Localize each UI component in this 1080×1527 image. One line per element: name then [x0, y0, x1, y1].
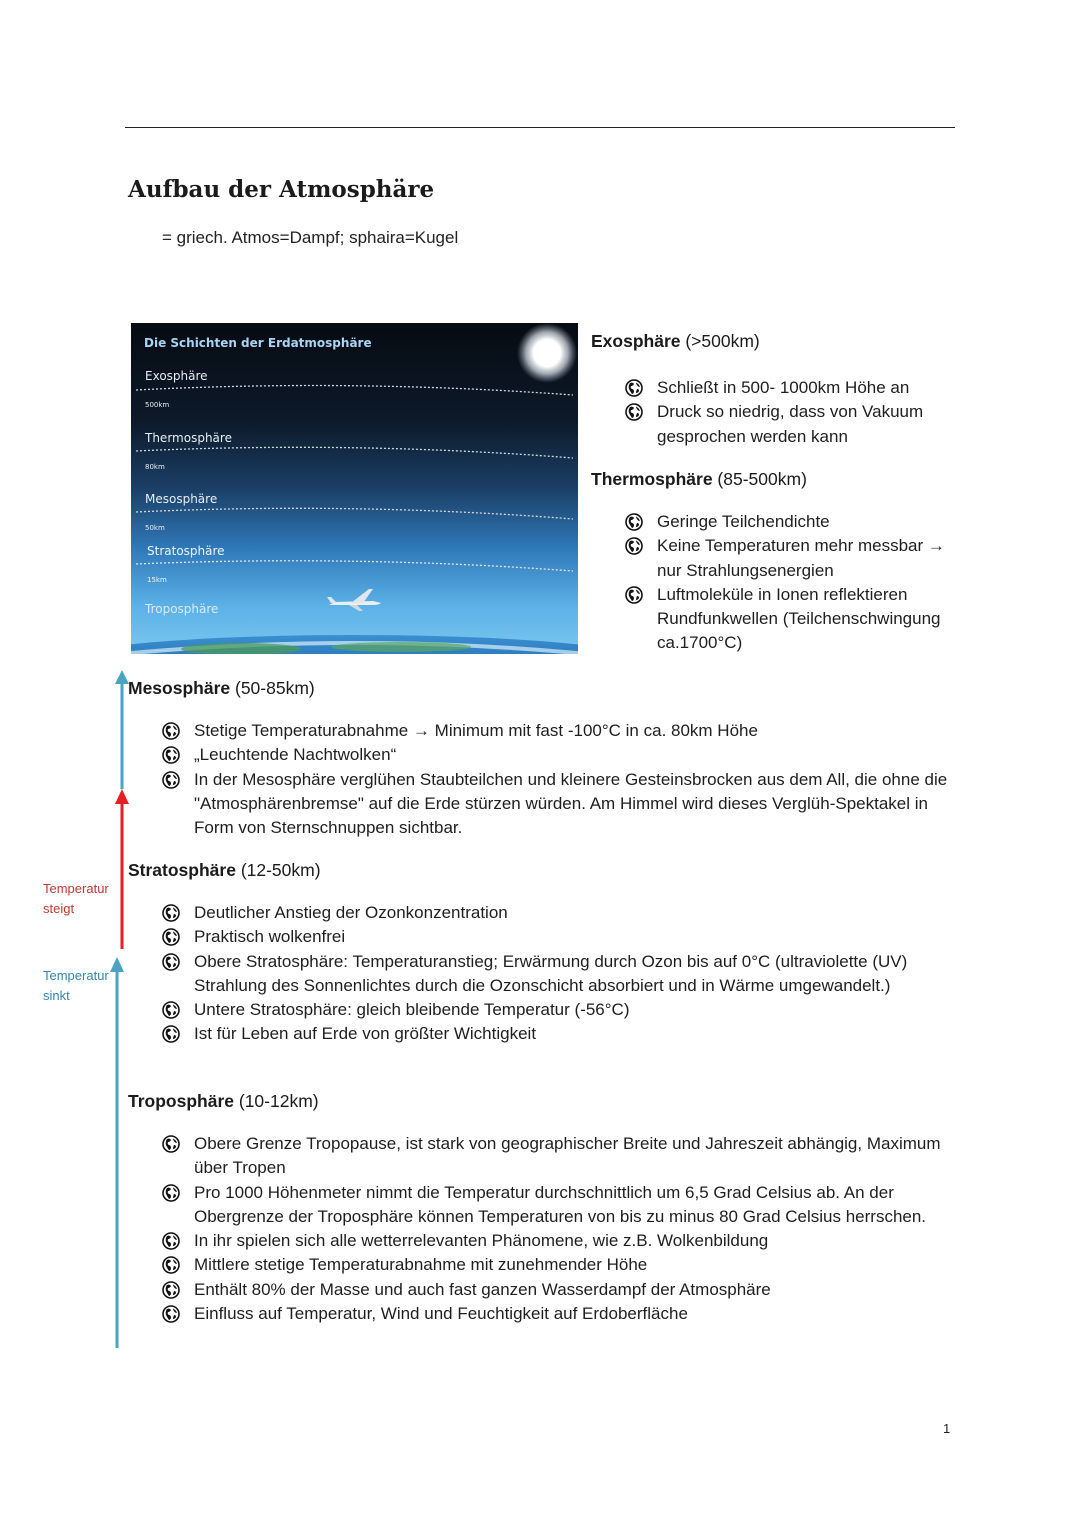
section-heading-mesosphere: Mesosphäre (50-85km)	[128, 678, 315, 698]
globe-bullet-icon	[162, 953, 180, 971]
globe-bullet-icon	[162, 746, 180, 764]
layer-label-thermosphere: Thermosphäre	[145, 431, 232, 445]
list-item: Untere Stratosphäre: gleich bleibende Temperatur (-56°C)	[162, 998, 952, 1022]
list-item: Obere Stratosphäre: Temperaturanstieg; Erwärmung durch Ozon bis auf 0°C (ultraviolette (UV) Strahlung des Sonnenlichtes durch die Ozonschicht absorbiert und in Wärme umgewandelt.)	[162, 950, 952, 999]
layer-label-stratosphere: Stratosphäre	[147, 544, 225, 558]
list-item: Schließt in 500- 1000km Höhe an	[625, 376, 970, 400]
label-temperature-rises: Temperatur steigt	[43, 881, 109, 916]
km-label-500: 500km	[145, 401, 170, 409]
list-item: Stetige Temperaturabnahme → Minimum mit fast -100°C in ca. 80km Höhe	[162, 719, 952, 743]
list-item: „Leuchtende Nachtwolken“	[162, 743, 952, 767]
arrow-head-icon	[110, 957, 124, 972]
globe-bullet-icon	[162, 1025, 180, 1043]
globe-bullet-icon	[625, 403, 643, 421]
section-heading-exosphere: Exosphäre (>500km)	[591, 331, 760, 351]
sun-icon	[517, 323, 577, 383]
list-stratosphere	[162, 901, 952, 1047]
list-item: Geringe Teilchendichte	[625, 510, 970, 534]
section-heading-thermosphere: Thermosphäre (85-500km)	[591, 469, 807, 489]
km-label-15: 15km	[147, 576, 167, 584]
km-label-50: 50km	[145, 524, 165, 532]
list-item: Deutlicher Anstieg der Ozonkonzentration	[162, 901, 952, 925]
arrow-head-icon	[115, 789, 129, 804]
layer-label-troposphere: Troposphäre	[145, 602, 219, 616]
list-troposphere	[162, 1132, 962, 1326]
section-heading-stratosphere: Stratosphäre (12-50km)	[128, 860, 321, 880]
label-temperature-falls: Temperatur sinkt	[43, 968, 109, 1003]
list-thermosphere	[625, 510, 970, 656]
globe-bullet-icon	[625, 513, 643, 531]
layer-label-exosphere: Exosphäre	[145, 369, 208, 383]
list-item: Druck so niedrig, dass von Vakuum gesprochen werden kann	[625, 400, 970, 449]
globe-bullet-icon	[625, 537, 643, 555]
globe-bullet-icon	[162, 904, 180, 922]
globe-bullet-icon	[162, 1135, 180, 1153]
list-item: In ihr spielen sich alle wetterrelevanten Phänomene, wie z.B. Wolkenbildung	[162, 1229, 962, 1253]
atmosphere-figure	[131, 323, 578, 654]
layer-label-mesosphere: Mesosphäre	[145, 492, 218, 506]
globe-bullet-icon	[625, 379, 643, 397]
list-exosphere	[625, 376, 970, 449]
list-item: Mittlere stetige Temperaturabnahme mit zunehmender Höhe	[162, 1253, 962, 1277]
globe-bullet-icon	[162, 1184, 180, 1202]
list-item: In der Mesosphäre verglühen Staubteilchen und kleinere Gesteinsbrocken aus dem All, die ohne die "Atmosphärenbremse" auf die Erde stürzen würden. Am Himmel wird dieses Verglüh-Spektakel in Form von Sternschnuppen sichtbar.	[162, 768, 952, 841]
globe-bullet-icon	[162, 722, 180, 740]
page-title: Aufbau der Atmosphäre	[128, 176, 435, 203]
page-subtitle: = griech. Atmos=Dampf; sphaira=Kugel	[162, 228, 459, 247]
list-item: Keine Temperaturen mehr messbar → nur Strahlungsenergien	[625, 534, 970, 583]
top-rule	[125, 127, 955, 128]
globe-bullet-icon	[162, 1281, 180, 1299]
globe-bullet-icon	[162, 1256, 180, 1274]
figure-title: Die Schichten der Erdatmosphäre	[144, 336, 372, 350]
globe-bullet-icon	[162, 928, 180, 946]
globe-bullet-icon	[162, 1232, 180, 1250]
km-label-80: 80km	[145, 463, 165, 471]
page-number: 1	[943, 1421, 951, 1436]
list-item: Obere Grenze Tropopause, ist stark von geographischer Breite und Jahreszeit abhängig, Maximum über Tropen	[162, 1132, 962, 1181]
globe-bullet-icon	[625, 586, 643, 604]
list-item: Einfluss auf Temperatur, Wind und Feuchtigkeit auf Erdoberfläche	[162, 1302, 962, 1326]
section-heading-troposphere: Troposphäre (10-12km)	[128, 1091, 319, 1111]
globe-bullet-icon	[162, 1001, 180, 1019]
globe-bullet-icon	[162, 1305, 180, 1323]
temperature-arrows	[100, 668, 134, 1350]
list-item: Pro 1000 Höhenmeter nimmt die Temperatur durchschnittlich um 6,5 Grad Celsius ab. An der Obergrenze der Troposphäre können Temperaturen von bis zu minus 80 Grad Celsius herrschen.	[162, 1181, 962, 1230]
globe-bullet-icon	[162, 771, 180, 789]
list-item: Praktisch wolkenfrei	[162, 925, 952, 949]
list-item: Ist für Leben auf Erde von größter Wichtigkeit	[162, 1022, 952, 1046]
list-mesosphere	[162, 719, 952, 840]
list-item: Luftmoleküle in Ionen reflektieren Rundfunkwellen (Teilchenschwingung ca.1700°C)	[625, 583, 970, 656]
list-item: Enthält 80% der Masse und auch fast ganzen Wasserdampf der Atmosphäre	[162, 1278, 962, 1302]
arrow-head-icon	[115, 670, 129, 684]
